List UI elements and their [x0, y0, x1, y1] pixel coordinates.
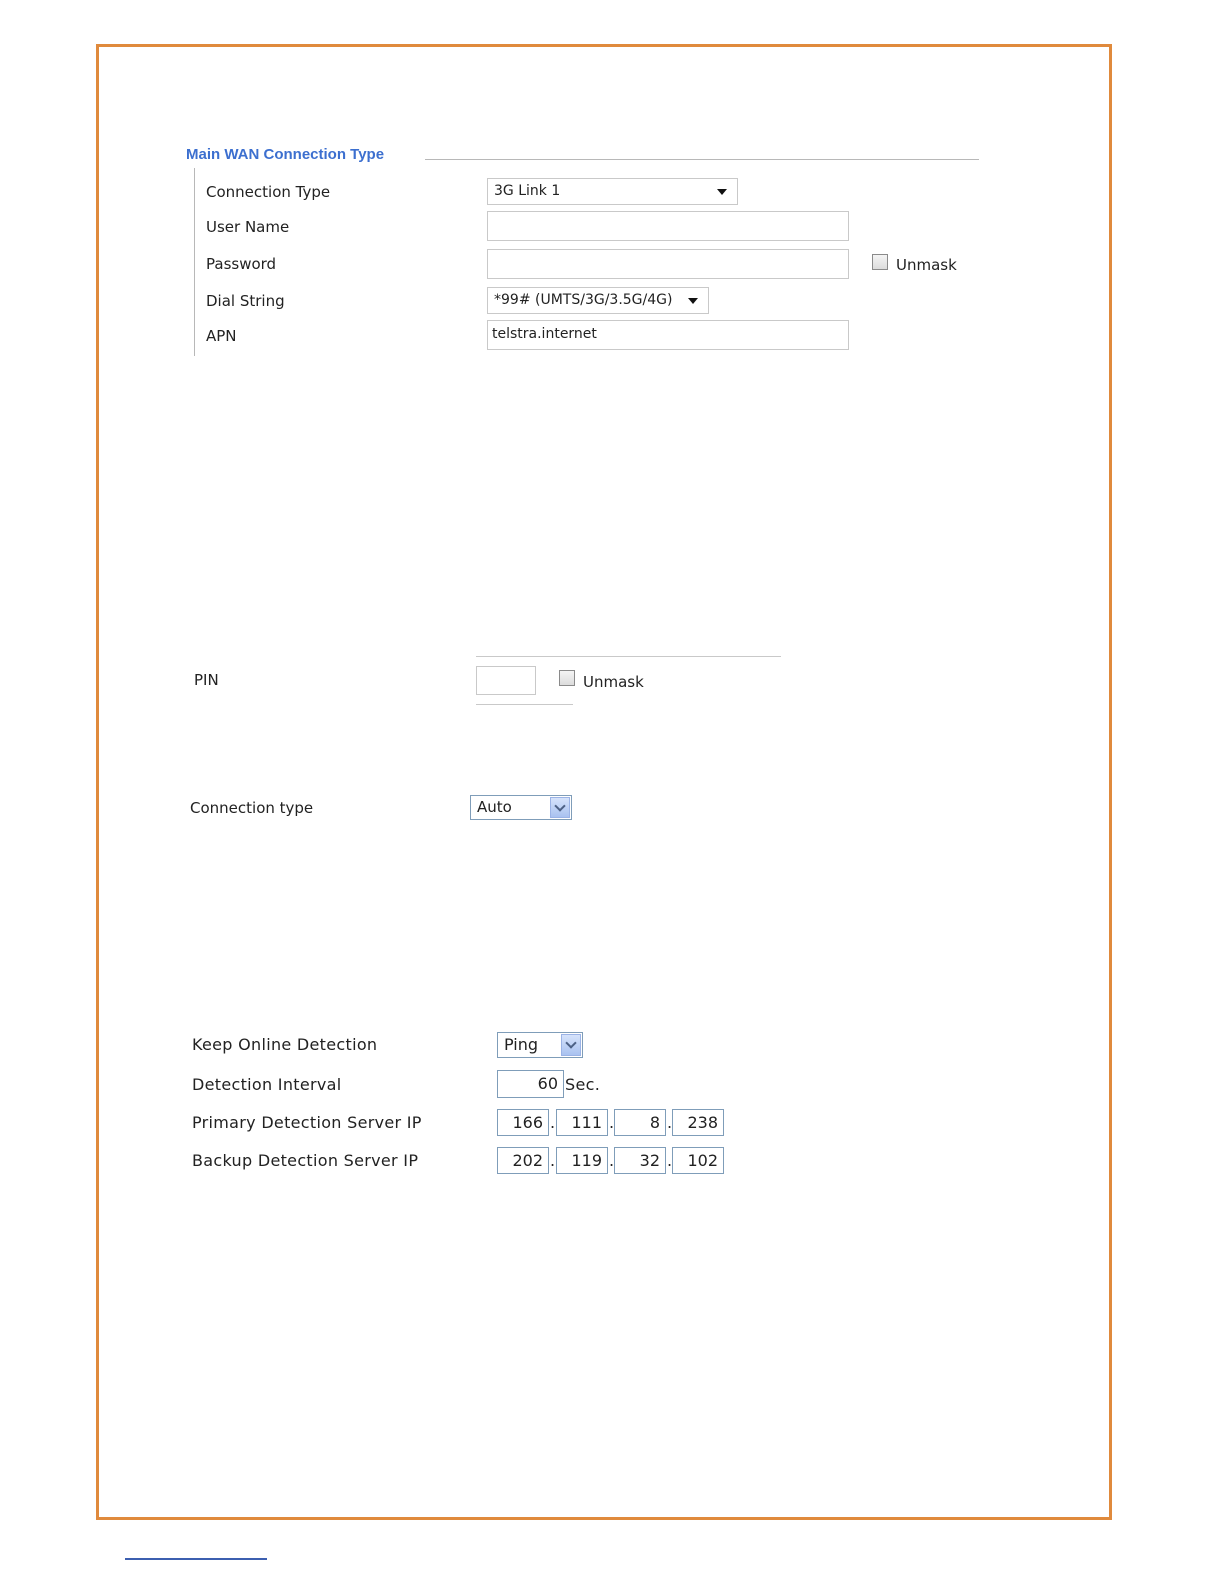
apn-input[interactable]: telstra.internet — [487, 320, 849, 350]
user-name-input[interactable] — [487, 211, 849, 241]
section-left-rule — [194, 168, 195, 356]
ip-separator: . — [609, 1151, 615, 1170]
pin-top-divider — [476, 656, 781, 657]
ip-separator: . — [550, 1113, 556, 1132]
chevron-down-icon — [550, 797, 570, 818]
user-name-label: User Name — [206, 218, 290, 236]
primary-ip-label: Primary Detection Server IP — [192, 1113, 422, 1132]
footer-rule — [125, 1558, 267, 1560]
connection-type-value: 3G Link 1 — [494, 183, 561, 199]
password-label: Password — [206, 255, 277, 273]
ip-separator: . — [667, 1113, 673, 1132]
section-divider — [425, 159, 979, 160]
pin-unmask-label: Unmask — [583, 673, 644, 691]
backup-ip-label: Backup Detection Server IP — [192, 1151, 419, 1170]
connection-type-2-select[interactable] — [470, 795, 572, 820]
ip-separator: . — [667, 1151, 673, 1170]
pin-bottom-divider — [476, 704, 573, 705]
password-input[interactable] — [487, 249, 849, 279]
dial-string-value: *99# (UMTS/3G/3.5G/4G) — [494, 292, 673, 308]
pin-unmask-checkbox[interactable] — [559, 670, 575, 686]
section-title: Main WAN Connection Type — [186, 146, 385, 163]
keep-online-label: Keep Online Detection — [192, 1035, 378, 1054]
keep-online-value: Ping — [504, 1035, 539, 1054]
dial-string-label: Dial String — [206, 292, 285, 310]
password-unmask-checkbox[interactable] — [872, 254, 888, 270]
ip-separator: . — [609, 1113, 615, 1132]
connection-type-2-label: Connection type — [190, 799, 314, 817]
password-unmask-label: Unmask — [896, 256, 957, 274]
ip-separator: . — [550, 1151, 556, 1170]
backup-ip-octet-4[interactable]: 102 — [672, 1147, 724, 1174]
primary-ip-octet-4[interactable]: 238 — [672, 1109, 724, 1136]
connection-type-label: Connection Type — [206, 183, 331, 201]
connection-type-select[interactable] — [487, 178, 738, 205]
detection-interval-label: Detection Interval — [192, 1075, 342, 1094]
keep-online-select[interactable] — [497, 1032, 583, 1058]
pin-input[interactable] — [476, 666, 536, 695]
pin-label: PIN — [194, 671, 219, 689]
primary-ip-octet-1[interactable]: 166 — [497, 1109, 549, 1136]
detection-interval-input[interactable]: 60 — [497, 1070, 564, 1098]
chevron-down-icon — [688, 298, 698, 304]
chevron-down-icon — [561, 1034, 581, 1056]
chevron-down-icon — [717, 189, 727, 195]
backup-ip-octet-3[interactable]: 32 — [614, 1147, 666, 1174]
apn-label: APN — [206, 327, 237, 345]
backup-ip-octet-2[interactable]: 119 — [556, 1147, 608, 1174]
backup-ip-octet-1[interactable]: 202 — [497, 1147, 549, 1174]
primary-ip-octet-3[interactable]: 8 — [614, 1109, 666, 1136]
connection-type-2-value: Auto — [477, 798, 512, 816]
primary-ip-octet-2[interactable]: 111 — [556, 1109, 608, 1136]
detection-interval-unit: Sec. — [565, 1075, 601, 1094]
dial-string-select[interactable] — [487, 287, 709, 314]
